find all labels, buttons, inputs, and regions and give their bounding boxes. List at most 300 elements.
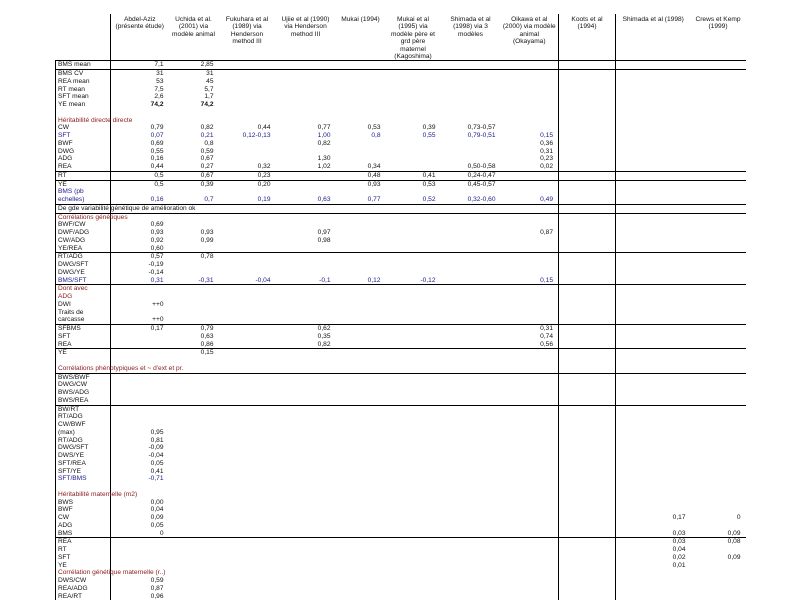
value-cell: [616, 397, 691, 405]
value-cell: [559, 365, 616, 373]
table-row: [56, 253, 746, 261]
value-cell: 0,02: [672, 553, 686, 561]
value-cell: [336, 577, 386, 585]
value-cell: 0,17: [111, 325, 169, 333]
value-cell: [386, 269, 441, 277]
value-cell: [219, 101, 276, 109]
value-cell: [501, 475, 559, 483]
table-row: [56, 245, 746, 253]
value-cell: [169, 301, 219, 309]
value-cell: [691, 301, 746, 309]
value-cell: [441, 148, 501, 156]
value-cell: [441, 285, 501, 293]
value-cell: [276, 171, 336, 180]
section-heading-row: [56, 293, 746, 301]
value-cell: 0: [159, 529, 164, 537]
value-cell: [111, 483, 169, 491]
value-cell: [219, 148, 276, 156]
value-cell: [691, 253, 746, 261]
value-cell: 0,27: [200, 163, 214, 171]
value-cell: [219, 229, 276, 237]
value-cell: [386, 585, 441, 593]
value-cell: [169, 421, 219, 429]
value-cell: 0,82: [317, 139, 331, 147]
value-cell: [616, 349, 691, 357]
value-cell: [336, 397, 386, 405]
value-cell: [219, 421, 276, 429]
value-cell: 0,39: [169, 180, 219, 188]
value-cell: [276, 316, 336, 324]
value-cell: [691, 373, 746, 381]
table-row: [56, 277, 746, 285]
value-cell: [501, 530, 559, 538]
value-cell: [616, 301, 691, 309]
value-cell: [441, 381, 501, 389]
value-cell: [386, 554, 441, 562]
table-row: [56, 180, 746, 188]
value-cell: [276, 93, 336, 101]
value-cell: 0,16: [150, 155, 164, 163]
row-label: RT/ADG: [56, 253, 111, 261]
value-cell: [501, 569, 559, 577]
value-cell: [559, 196, 616, 204]
row-label: BWS/BWF: [56, 373, 111, 381]
value-cell: [441, 269, 501, 277]
value-cell: [169, 475, 219, 483]
value-cell: 0,79: [150, 124, 164, 132]
value-cell: 0,04: [672, 546, 686, 554]
value-cell: 0,03: [672, 529, 686, 537]
value-cell: [559, 124, 616, 132]
value-cell: [169, 593, 219, 600]
value-cell: [691, 213, 746, 221]
value-cell: [616, 277, 691, 285]
value-cell: [336, 148, 386, 156]
value-cell: [386, 569, 441, 577]
row-label: [56, 483, 111, 491]
table-row: [56, 124, 746, 132]
value-cell: [276, 70, 336, 78]
table-row: [56, 413, 746, 421]
value-cell: [386, 357, 441, 365]
value-cell: [691, 148, 746, 156]
table-row: [56, 341, 746, 349]
value-cell: 0,07: [150, 132, 164, 140]
value-cell: [219, 437, 276, 445]
value-cell: [276, 483, 336, 491]
column-header: [56, 14, 111, 61]
value-cell: [559, 285, 616, 293]
value-cell: 0,78: [169, 253, 219, 261]
value-cell: [559, 421, 616, 429]
table-row: [56, 530, 746, 538]
value-cell: ++0: [152, 316, 164, 324]
value-cell: [276, 180, 336, 188]
value-cell: [336, 155, 386, 163]
value-cell: [219, 253, 276, 261]
value-cell: [169, 269, 219, 277]
value-cell: [559, 117, 616, 125]
row-label: ADG: [56, 155, 111, 163]
value-cell: [691, 221, 746, 229]
value-cell: 5,7: [204, 85, 214, 93]
value-cell: [276, 148, 336, 156]
value-cell: [501, 452, 559, 460]
value-cell: [386, 237, 441, 245]
value-cell: [501, 460, 559, 468]
value-cell: [111, 546, 169, 554]
row-label: BMS/SFT: [56, 277, 111, 285]
value-cell: [219, 285, 276, 293]
value-cell: 0,98: [317, 236, 331, 244]
value-cell: [336, 538, 386, 546]
value-cell: [441, 155, 501, 163]
value-cell: 0,12: [367, 276, 381, 284]
value-cell: [616, 444, 691, 452]
value-cell: [559, 538, 616, 546]
value-cell: [219, 86, 276, 94]
value-cell: 0,8: [204, 139, 214, 147]
value-cell: [386, 245, 441, 253]
value-cell: [336, 530, 386, 538]
value-cell: [169, 316, 219, 324]
value-cell: [691, 585, 746, 593]
value-cell: [276, 285, 336, 293]
value-cell: 0,19: [257, 196, 271, 204]
value-cell: [691, 593, 746, 600]
value-cell: [386, 522, 441, 530]
value-cell: [559, 101, 616, 109]
value-cell: [219, 140, 276, 148]
value-cell: [336, 429, 386, 437]
value-cell: [336, 585, 386, 593]
table-row: [56, 593, 746, 600]
value-cell: [276, 188, 336, 196]
value-cell: [336, 221, 386, 229]
value-cell: [219, 491, 276, 499]
row-label: REA/ADG: [56, 585, 111, 593]
value-cell: 0,05: [150, 521, 164, 529]
table-row: [56, 357, 746, 365]
value-cell: [616, 196, 691, 204]
value-cell: [336, 341, 386, 349]
value-cell: [559, 140, 616, 148]
row-label: BMS mean: [56, 61, 111, 70]
value-cell: [691, 70, 746, 78]
value-cell: [501, 213, 559, 221]
value-cell: [336, 261, 386, 269]
section-heading-row: [56, 285, 746, 293]
value-cell: [219, 460, 276, 468]
value-cell: [441, 452, 501, 460]
value-cell: [441, 577, 501, 585]
value-cell: [559, 522, 616, 530]
value-cell: [386, 148, 441, 156]
value-cell: [616, 261, 691, 269]
value-cell: [616, 229, 691, 237]
value-cell: [559, 171, 616, 180]
value-cell: [559, 585, 616, 593]
value-cell: [219, 389, 276, 397]
table-row: [56, 132, 746, 140]
value-cell: [691, 293, 746, 301]
table-row: [56, 506, 746, 514]
value-cell: 0,81: [150, 436, 164, 444]
value-cell: [386, 475, 441, 483]
value-cell: [169, 188, 219, 196]
value-cell: 0,44: [257, 124, 271, 132]
value-cell: [441, 101, 501, 109]
value-cell: 45: [206, 77, 214, 85]
value-cell: 0,03: [616, 538, 691, 546]
value-cell: [691, 522, 746, 530]
value-cell: [336, 452, 386, 460]
value-cell: [441, 325, 501, 333]
value-cell: [441, 413, 501, 421]
value-cell: [336, 269, 386, 277]
value-cell: [219, 213, 276, 221]
value-cell: [386, 530, 441, 538]
value-cell: [441, 61, 501, 70]
table-row: [56, 554, 746, 562]
value-cell: 0,8: [371, 132, 381, 140]
value-cell: [336, 70, 386, 78]
value-cell: [501, 421, 559, 429]
value-cell: [441, 483, 501, 491]
value-cell: [386, 562, 441, 570]
value-cell: [169, 261, 219, 269]
value-cell: 1,7: [204, 93, 214, 101]
value-cell: [169, 357, 219, 365]
value-cell: [386, 593, 441, 600]
table-row: [56, 405, 746, 413]
value-cell: [691, 357, 746, 365]
table-row: [56, 397, 746, 405]
row-label: RT/ADG: [56, 437, 111, 445]
value-cell: [169, 437, 219, 445]
row-label: DWS/YE: [56, 452, 111, 460]
row-label: Corrélation génétique maternelle (r..): [56, 569, 111, 577]
column-header: Koots et al (1994): [559, 14, 616, 61]
row-label: RT mean: [56, 86, 111, 94]
value-cell: [276, 491, 336, 499]
value-cell: [336, 86, 386, 94]
value-cell: [691, 405, 746, 413]
value-cell: [276, 301, 336, 309]
value-cell: [219, 70, 276, 78]
value-cell: 0,15: [501, 132, 559, 140]
value-cell: [441, 554, 501, 562]
value-cell: [336, 569, 386, 577]
value-cell: [501, 468, 559, 476]
row-label: (max): [56, 429, 111, 437]
value-cell: [501, 285, 559, 293]
value-cell: [559, 221, 616, 229]
value-cell: [441, 237, 501, 245]
row-label: BMS (pb: [56, 188, 111, 196]
value-cell: [616, 499, 691, 507]
value-cell: 0,99: [200, 236, 214, 244]
value-cell: [219, 405, 276, 413]
value-cell: [691, 349, 746, 357]
table-row: [56, 349, 746, 357]
value-cell: [169, 293, 219, 301]
value-cell: [219, 546, 276, 554]
row-label: BWF/CW: [56, 221, 111, 229]
value-cell: [691, 93, 746, 101]
value-cell: [219, 349, 276, 357]
value-cell: [616, 293, 691, 301]
value-cell: [559, 237, 616, 245]
value-cell: [559, 357, 616, 365]
value-cell: [691, 277, 746, 285]
value-cell: [219, 475, 276, 483]
value-cell: [559, 577, 616, 585]
value-cell: [111, 413, 169, 421]
row-label: BWS: [56, 499, 111, 507]
value-cell: [111, 373, 169, 381]
value-cell: [501, 349, 559, 357]
value-cell: 0,08: [691, 538, 746, 546]
value-cell: [559, 593, 616, 600]
value-cell: [441, 93, 501, 101]
value-cell: 0,56: [501, 341, 559, 349]
value-cell: 0,92: [150, 236, 164, 244]
value-cell: -0,04: [255, 276, 271, 284]
value-cell: [336, 499, 386, 507]
value-cell: [616, 61, 691, 70]
value-cell: 0: [736, 514, 741, 522]
value-cell: -0,1: [319, 276, 331, 284]
value-cell: [616, 124, 691, 132]
value-cell: [616, 569, 691, 577]
value-cell: 0,31: [501, 325, 559, 333]
value-cell: [219, 593, 276, 600]
value-cell: [691, 491, 746, 499]
value-cell: [501, 261, 559, 269]
table-row: [56, 522, 746, 530]
value-cell: 0,20: [219, 180, 276, 188]
value-cell: [276, 373, 336, 381]
value-cell: 0,69: [150, 221, 164, 229]
column-header: Ujiie et al (1990) via Henderson method III: [276, 14, 336, 61]
value-cell: [691, 124, 746, 132]
value-cell: [276, 357, 336, 365]
value-cell: [559, 483, 616, 491]
value-cell: [501, 577, 559, 585]
value-cell: [559, 261, 616, 269]
value-cell: [169, 522, 219, 530]
row-label: RT/ADG: [56, 413, 111, 421]
value-cell: [336, 389, 386, 397]
value-cell: 1,02: [317, 163, 331, 171]
value-cell: [559, 277, 616, 285]
value-cell: [559, 373, 616, 381]
table-row: [56, 301, 746, 309]
value-cell: [219, 155, 276, 163]
value-cell: 0,93: [200, 229, 214, 237]
value-cell: 0,09: [727, 529, 741, 537]
value-cell: [616, 188, 691, 196]
value-cell: [169, 117, 219, 125]
value-cell: [559, 554, 616, 562]
value-cell: [336, 468, 386, 476]
value-cell: [441, 277, 501, 285]
value-cell: [559, 562, 616, 570]
value-cell: [219, 452, 276, 460]
value-cell: [336, 593, 386, 600]
value-cell: [276, 585, 336, 593]
row-label: DWG/SFT: [56, 261, 111, 269]
value-cell: [276, 554, 336, 562]
value-cell: [219, 333, 276, 341]
table-row: [56, 269, 746, 277]
value-cell: 74,2: [200, 101, 214, 109]
row-label: YE: [56, 180, 111, 188]
value-cell: [169, 452, 219, 460]
value-cell: [616, 155, 691, 163]
value-cell: [336, 253, 386, 261]
value-cell: [219, 269, 276, 277]
table-row: [56, 460, 746, 468]
value-cell: [441, 421, 501, 429]
value-cell: [691, 261, 746, 269]
value-cell: [276, 101, 336, 109]
value-cell: [386, 538, 441, 546]
value-cell: [336, 117, 386, 125]
value-cell: 0,5: [111, 171, 169, 180]
value-cell: [616, 180, 691, 188]
value-cell: 0,69: [150, 139, 164, 147]
value-cell: [386, 444, 441, 452]
value-cell: [219, 514, 276, 522]
value-cell: [691, 483, 746, 491]
value-cell: [276, 389, 336, 397]
table-row: [56, 70, 746, 78]
value-cell: [441, 221, 501, 229]
value-cell: [691, 180, 746, 188]
value-cell: [336, 229, 386, 237]
row-label: carcasse: [56, 316, 111, 324]
value-cell: [501, 429, 559, 437]
value-cell: [336, 405, 386, 413]
value-cell: [559, 405, 616, 413]
table-row: [56, 577, 746, 585]
value-cell: [691, 237, 746, 245]
value-cell: [276, 349, 336, 357]
value-cell: [276, 506, 336, 514]
value-cell: [616, 309, 691, 317]
value-cell: [386, 499, 441, 507]
section-heading-row: [56, 491, 746, 499]
value-cell: [691, 437, 746, 445]
value-cell: [441, 140, 501, 148]
table-row: [56, 499, 746, 507]
value-cell: [336, 101, 386, 109]
row-label: YE mean: [56, 101, 111, 109]
value-cell: [276, 86, 336, 94]
value-cell: [336, 188, 386, 196]
value-cell: 0,41: [386, 171, 441, 180]
value-cell: [336, 506, 386, 514]
value-cell: [169, 381, 219, 389]
value-cell: [691, 86, 746, 94]
value-cell: [276, 269, 336, 277]
value-cell: [276, 365, 336, 373]
value-cell: 0,05: [150, 459, 164, 467]
value-cell: [691, 132, 746, 140]
value-cell: [559, 132, 616, 140]
